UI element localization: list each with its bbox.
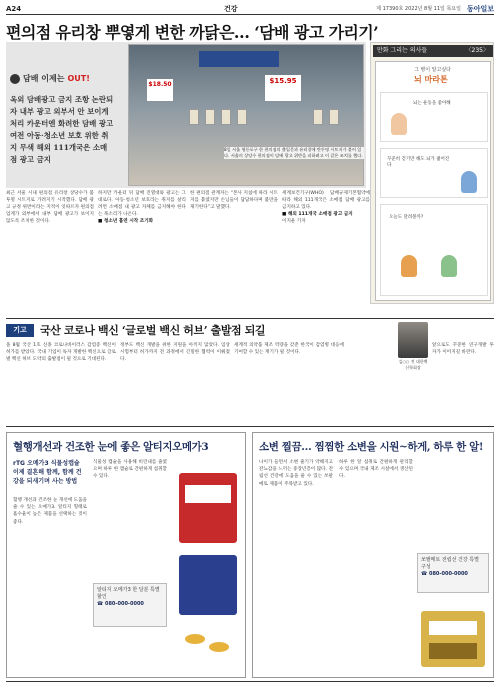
newspaper-logo: 동아일보 [466, 4, 494, 13]
convenience-store-photo [128, 44, 364, 186]
product-pack [221, 109, 231, 125]
character-figure [401, 255, 417, 277]
sidebar-header: 만화 그리는 의사들 〈235〉 [373, 45, 493, 57]
price-tag: $18.50 [147, 79, 173, 101]
product-pack [205, 109, 215, 125]
article-column: 한 편의점 관계자는 “본사 지침에 따라 시트지를 붙였지만 손님들이 답답하다며 불만을 제기한다”고 말했다. [190, 191, 278, 211]
no-smoking-icon [10, 74, 20, 84]
ad-offer-box: 알티지 오메가3 한 달분 특별 할인 ☎ 080-000-0000 [93, 583, 167, 627]
main-headline: 편의점 유리창 뿌옇게 변한 까닭은… ‘담배 광고 가리기’ [6, 23, 379, 42]
contribution-headline: 국산 코로나 백신 ‘글로벌 백신 허브’ 출발점 되길 [40, 324, 266, 337]
price-tag: $15.95 [265, 75, 301, 101]
author-portrait [398, 322, 428, 358]
comic-strip: 그 병이 알고싶다 뇌 마라톤 뇌는 운동을 좋아해 꾸준히 걷기만 해도 뇌가 젊어진다 오늘도 달려볼까? [375, 61, 491, 301]
article-column: 세계보건기구(WHO) 담배규제기본협약에 따라 해외 111개국은 소매점 담배 광고를 금지하고 있다. ■ 해외 111개국 소매점 광고 금지 이지운 기자 [282, 191, 370, 225]
ad-lead: rTG 오메가3 식물성캡슐 이제 결혼해 함께, 함께 건강을 되새기며 사는 방법 [13, 460, 82, 485]
ad-title: 혈행개선과 건조한 눈에 좋은 알티지오메가3 [13, 441, 209, 453]
omega3-advertisement: 혈행개선과 건조한 눈에 좋은 알티지오메가3 rTG 오메가3 식물성캡슐 이제 결혼해 함께, 함께 건강을 되새기며 사는 방법 혈행 개선과 건조한 눈 개선에 도움을 줄 수 있는 오메가3. 알티지 형태로 흡수율이 높은 제품을 선택하는 것이 좋다. 식물성 캡슐을 사용해 비린내를 줄였으며 하루 한 캡슐로 간편하게 섭취할 수 있다. 알티지 오메가3 한 달분 특별 할인 ☎ 080-000-0000 [6, 432, 246, 678]
page-number: A24 [6, 4, 22, 13]
contribution-column: 세계적 의약품 제조 역량을 갖춘 한국이 감염병 대응에 기여할 수 있는 계기가 될 것이다. [234, 343, 344, 356]
page-footer [6, 681, 494, 689]
character-figure [441, 255, 457, 277]
character-figure [461, 171, 477, 193]
product-pack [237, 109, 247, 125]
comic-panel: 꾸준히 걷기만 해도 뇌가 젊어진다 [380, 148, 488, 198]
prostate-advertisement: 소변 찔끔… 찜찜한 소변을 시원~하게, 하루 한 알! 나이가 들면서 소변 줄기가 약해지고 잔뇨감을 느끼는 중장년층이 많다. 전립선 건강에 도움을 줄 수 있는 쏘팔메토 제품이 주목받고 있다. 하루 한 알 섭취로 간편하게 관리할 수 있으며 국내 제조 시설에서 생산된다. 쏘팔메토 전립선 건강 특별 구성 ☎ 080-000-0000 [252, 432, 494, 678]
contribution-column: 앞으로도 꾸준한 연구개발 투자가 이어지길 바란다. [432, 343, 494, 356]
ad-phone: ☎ 080-000-0000 [421, 571, 468, 577]
comic-panel: 뇌는 운동을 좋아해 [380, 92, 488, 142]
character-figure [391, 113, 407, 135]
omega3-product-image [175, 463, 241, 663]
product-pack [313, 109, 323, 125]
article-column: 하지만 카운터 뒤 담배 진열대와 광고는 그대로다. 아동·청소년 보호라는 취지를 살리려면 소매점 내 광고 자체를 금지해야 한다는 목소리가 나온다. ■ 청소년 흡연 시작 조기화 [98, 191, 186, 225]
contribution-column: 정부도 백신 개발을 위한 지원을 아끼지 않았다. 임상 시험부터 허가까지 전 과정에서 긴밀한 협력이 이뤄졌다. [120, 343, 230, 363]
photo-caption: 8일 서울 영등포구 한 편의점의 출입문과 유리창에 반투명 시트지가 붙어 있다. 서울의 상당수 편의점이 담배 광고 위반을 피하려고 이 같은 조치를 했다. [224, 147, 363, 158]
product-pack [329, 109, 339, 125]
contribution-column: 올 8월 국산 1호 신종 코로나바이러스 감염증 백신이 허가를 받았다. 국내 기업이 독자 개발한 백신으로 글로벌 백신 허브 도약의 출발점이 될 것으로 기대된다. [6, 343, 116, 363]
article-deck: 옥외 담배광고 금지 조항 논란되자 내부 광고 외부서 안 보이게 처리 카운터엔 화려한 담배 광고 여전 아동·청소년 보호 위한 취지 무색 해외 111개국은 소매점 광고 금지 [10, 95, 114, 164]
comic-panel: 오늘도 달려볼까? [380, 204, 488, 296]
contribution-tag: 기고 [6, 324, 34, 337]
section-divider [6, 426, 494, 427]
prostate-product-image [417, 605, 489, 673]
section-name: 건강 [224, 4, 238, 13]
ad-phone: ☎ 080-000-0000 [97, 601, 144, 607]
warning-tag: 담배 이제는 OUT! [10, 73, 90, 84]
issue-meta: 제 17390호 2022년 8월 11일 목요일 [376, 6, 461, 12]
comic-title: 뇌 마라톤 [414, 75, 448, 84]
ad-offer-box: 쏘팔메토 전립선 건강 특별 구성 ☎ 080-000-0000 [417, 553, 489, 593]
page-header [6, 3, 494, 15]
section-divider [6, 318, 494, 319]
author-caption: 김○○ 전 대한백신학회장 [398, 359, 428, 370]
product-pack [189, 109, 199, 125]
comic-sidebar [370, 42, 494, 304]
article-column: 최근 서울 시내 편의점 유리창 상당수가 불투명 시트지로 가려지기 시작했다. 담배 광고 규정 위반이라는 지적이 잇따르자 편의점 업계가 외부에서 내부 담배 광고가 보이지 않도록 조치한 것이다. [6, 191, 94, 225]
ad-title: 소변 찔끔… 찜찜한 소변을 시원~하게, 하루 한 알! [259, 441, 484, 453]
store-sign [199, 51, 279, 67]
